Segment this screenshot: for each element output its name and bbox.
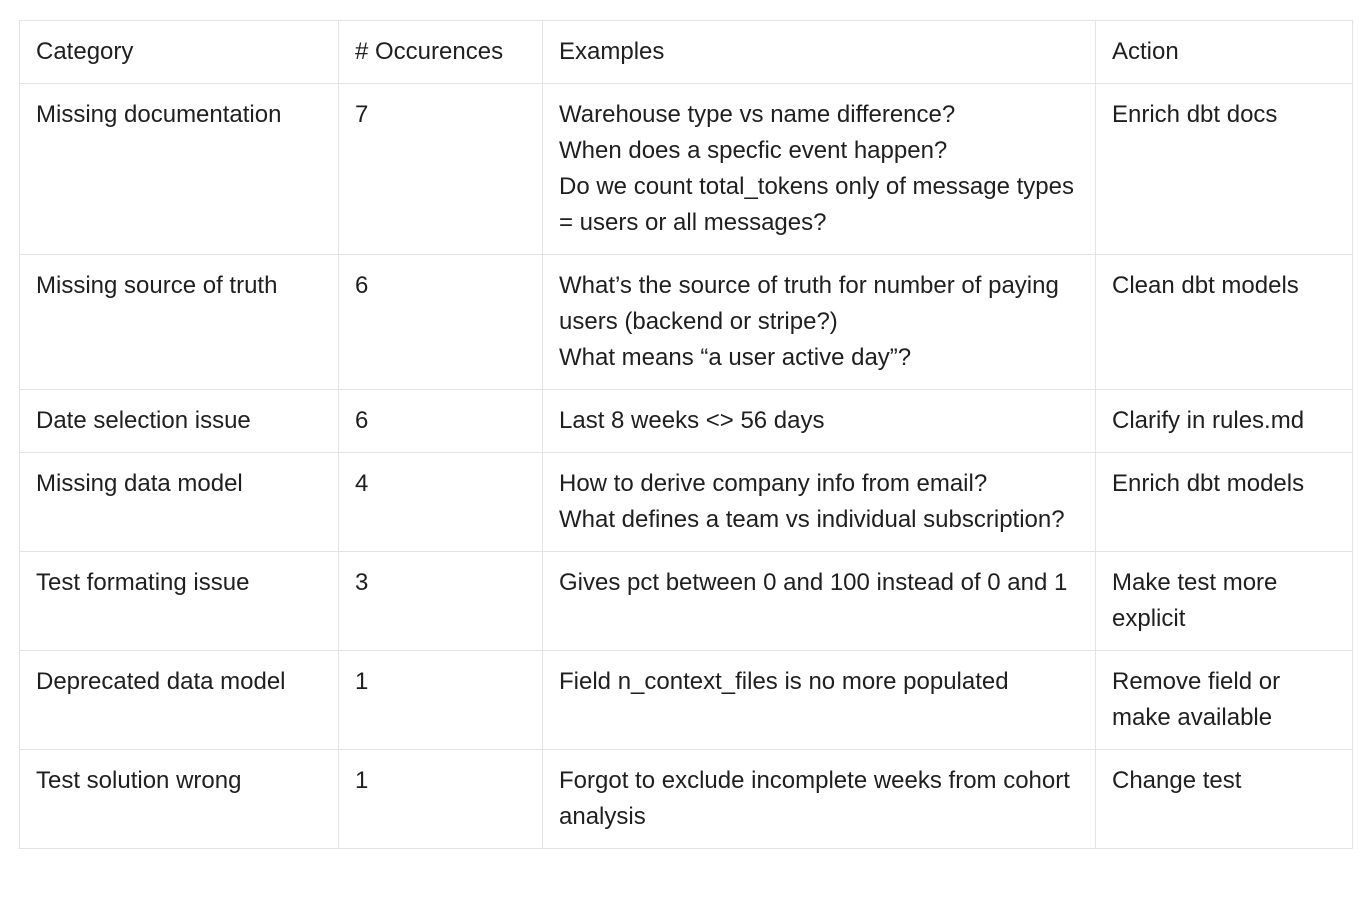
header-occurrences: # Occurences <box>339 21 543 84</box>
example-line: Field n_context_files is no more populated <box>559 668 1009 695</box>
occurrences-cell: 7 <box>339 84 543 255</box>
category-cell: Deprecated data model <box>20 651 339 750</box>
occurrences-cell: 1 <box>339 750 543 849</box>
category-cell: Test formating issue <box>20 552 339 651</box>
category-cell: Test solution wrong <box>20 750 339 849</box>
table-row <box>20 453 1353 552</box>
examples-cell <box>543 552 1096 651</box>
example-line: Gives pct between 0 and 100 instead of 0 and 1 <box>559 569 1068 596</box>
table-row <box>20 750 1353 849</box>
occurrences-cell: 6 <box>339 255 543 390</box>
table-row <box>20 651 1353 750</box>
examples-cell <box>543 750 1096 849</box>
occurrences-cell: 3 <box>339 552 543 651</box>
category-cell: Date selection issue <box>20 390 339 453</box>
table-row <box>20 255 1353 390</box>
examples-cell <box>543 255 1096 390</box>
example-line: Forgot to exclude incomplete weeks from cohort analysis <box>559 767 1070 830</box>
table-header-row <box>20 21 1353 84</box>
action-cell: Clarify in rules.md <box>1096 390 1353 453</box>
example-line: How to derive company info from email? <box>559 470 988 497</box>
action-cell: Make test more explicit <box>1096 552 1353 651</box>
example-line: Warehouse type vs name difference? <box>559 101 956 128</box>
header-category: Category <box>20 21 339 84</box>
action-cell: Remove field or make available <box>1096 651 1353 750</box>
examples-cell <box>543 651 1096 750</box>
occurrences-cell: 1 <box>339 651 543 750</box>
examples-cell <box>543 84 1096 255</box>
action-cell: Change test <box>1096 750 1353 849</box>
examples-cell <box>543 390 1096 453</box>
action-cell: Enrich dbt models <box>1096 453 1353 552</box>
table-row <box>20 552 1353 651</box>
example-line: What defines a team vs individual subscription? <box>559 506 1065 533</box>
occurrences-cell: 6 <box>339 390 543 453</box>
category-cell: Missing source of truth <box>20 255 339 390</box>
example-line: Do we count total_tokens only of message types = users or all messages? <box>559 173 1074 236</box>
category-cell: Missing documentation <box>20 84 339 255</box>
header-action: Action <box>1096 21 1353 84</box>
example-line: Last 8 weeks <> 56 days <box>559 407 825 434</box>
issues-table <box>19 20 1353 849</box>
header-examples: Examples <box>543 21 1096 84</box>
action-cell: Clean dbt models <box>1096 255 1353 390</box>
example-line: What means “a user active day”? <box>559 344 912 371</box>
occurrences-cell: 4 <box>339 453 543 552</box>
action-cell: Enrich dbt docs <box>1096 84 1353 255</box>
table-row <box>20 84 1353 255</box>
examples-cell <box>543 453 1096 552</box>
table-row <box>20 390 1353 453</box>
example-line: What’s the source of truth for number of paying users (backend or stripe?) <box>559 272 1059 335</box>
category-cell: Missing data model <box>20 453 339 552</box>
example-line: When does a specfic event happen? <box>559 137 948 164</box>
